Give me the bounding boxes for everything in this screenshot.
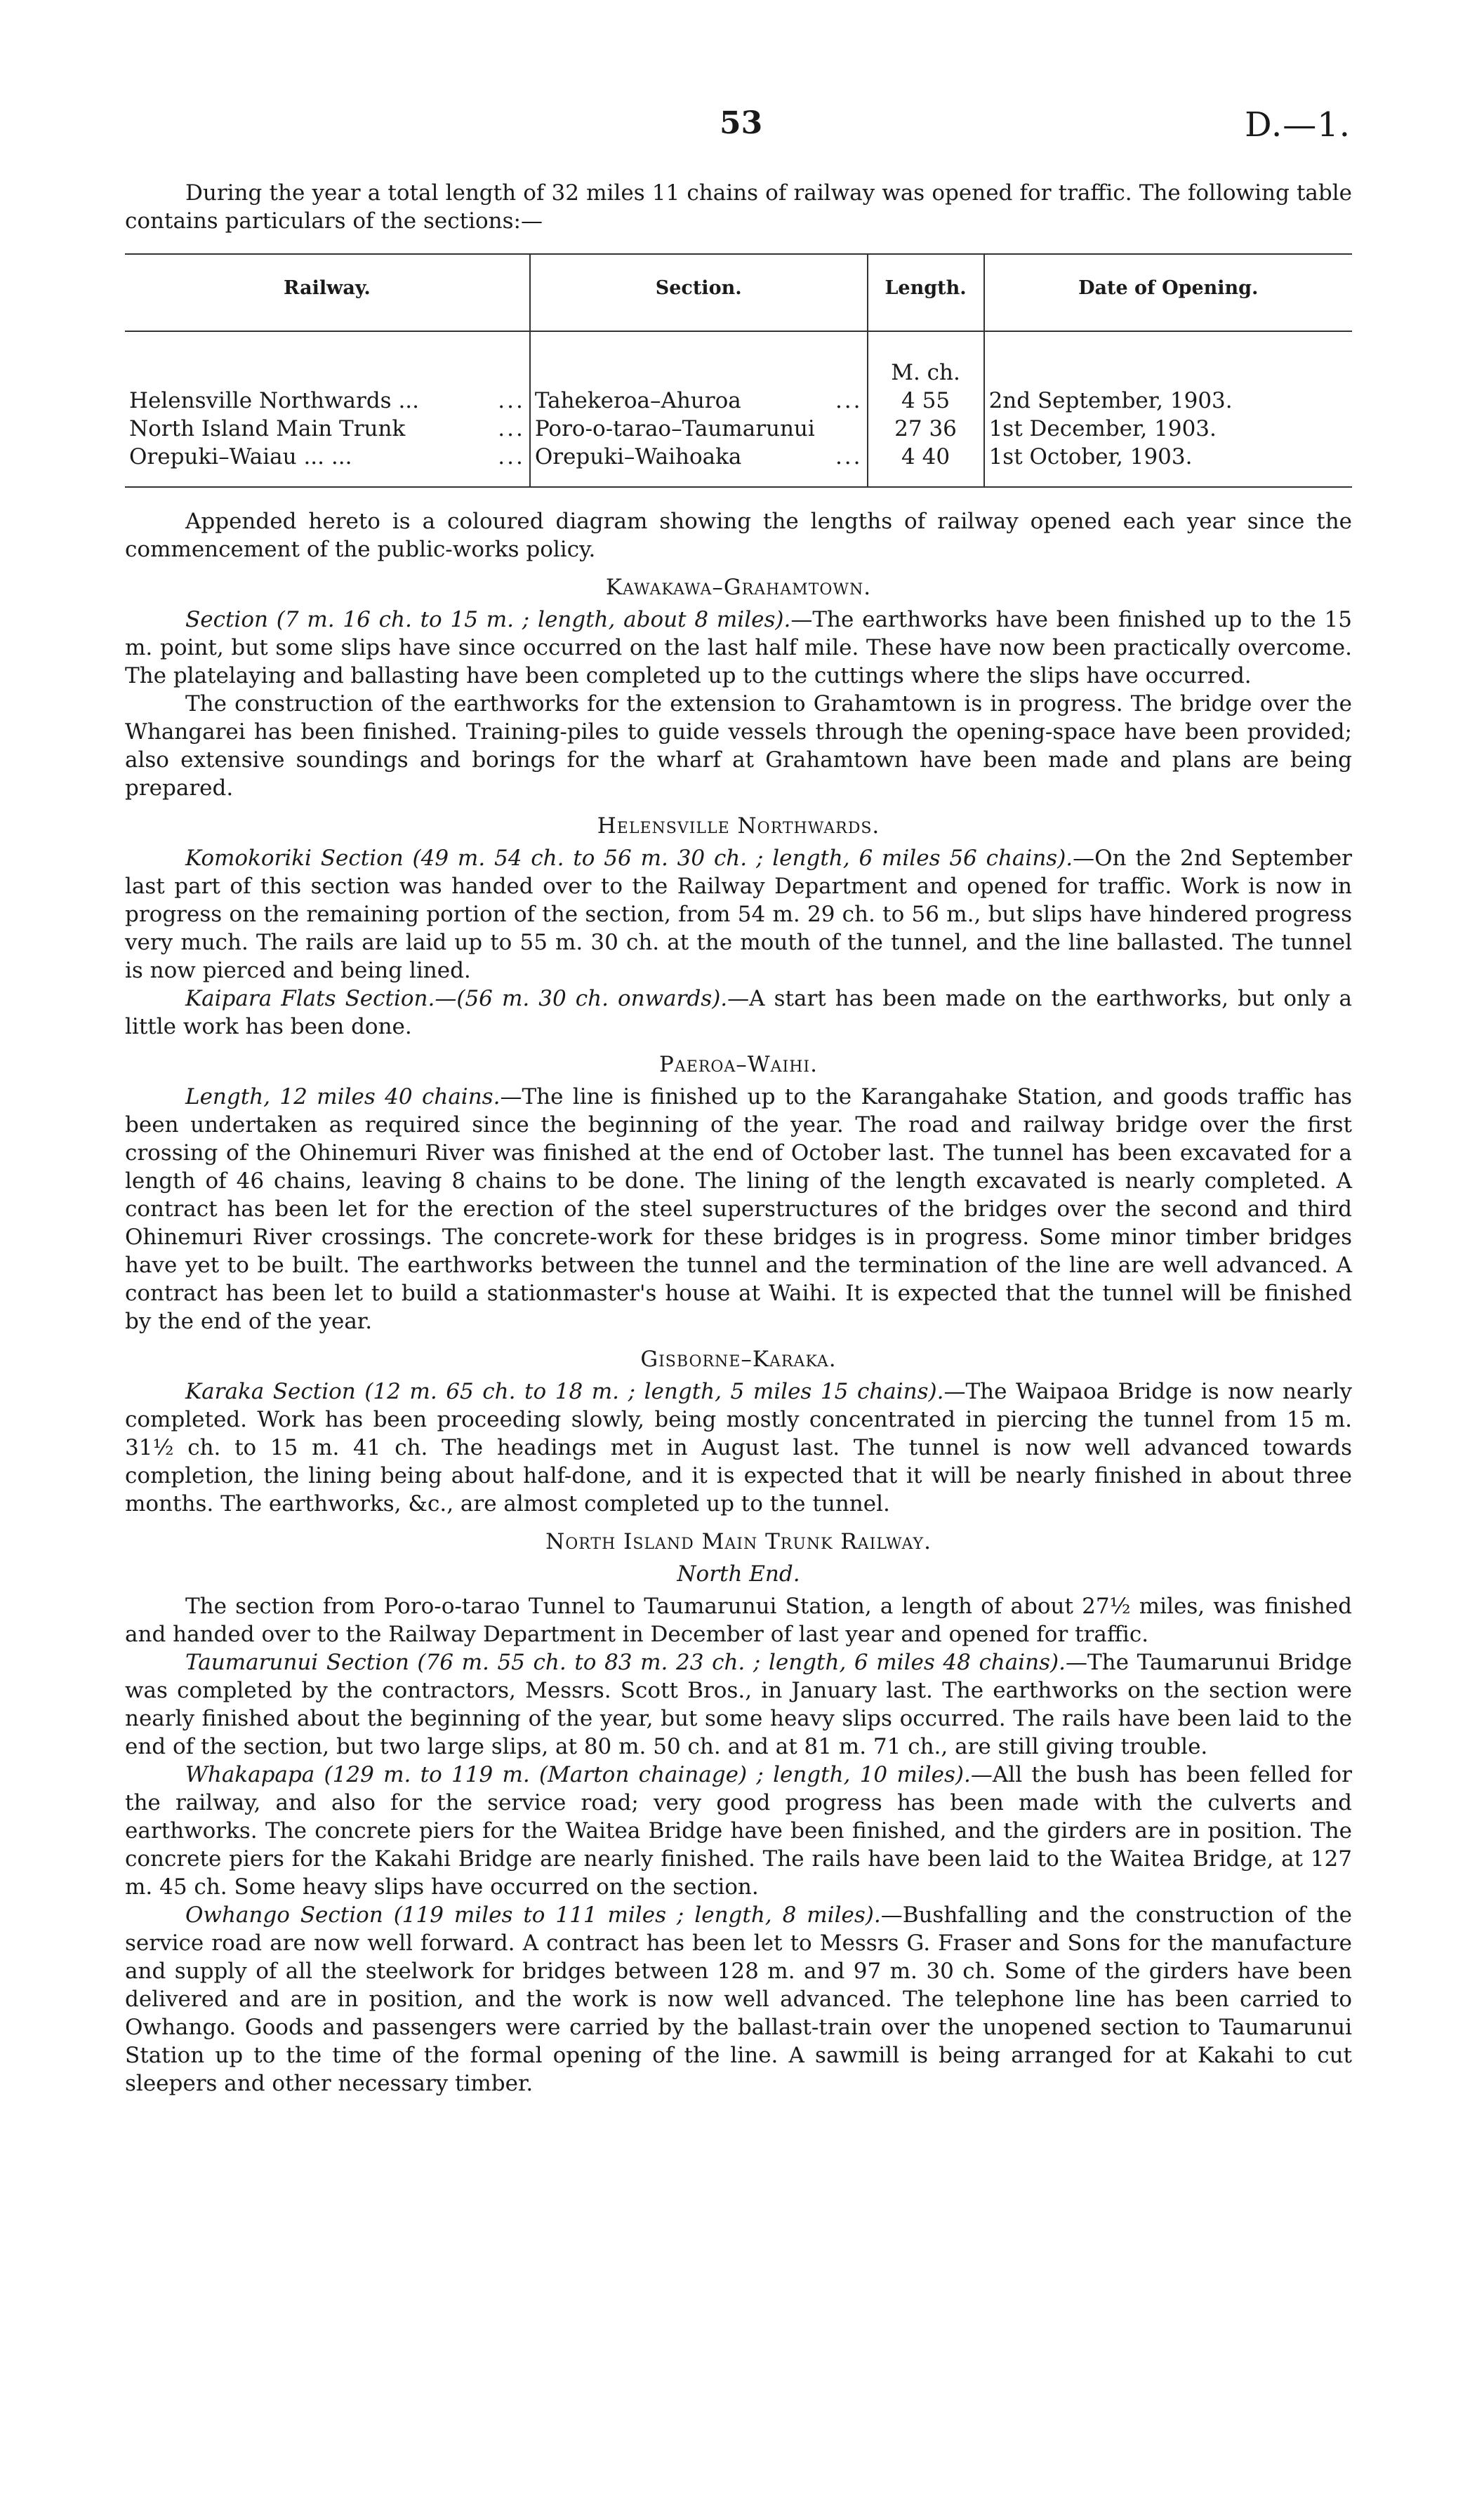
paragraph: The section from Poro-o-tarao Tunnel to Taumarunui Station, a length of about 27½ miles, was finished and handed over to the Railway Department in December of last year and opened for traffic.	[125, 1594, 1352, 1647]
paragraph: Whakapapa (129 m. to 119 m. (Marton chainage) ; length, 10 miles).—All the bush has been felled for the railway, and also for the service road; very good progress has been made with the culverts and earthworks. The concrete piers for the Waitea Bridge have been finished, and the girders are in position. The concrete piers for the Kakahi Bridge are nearly finished. The rails have been laid to the Waitea Bridge, at 127 m. 45 ch. Some heavy slips have occurred on the section.	[125, 1762, 1352, 1900]
table-row	[125, 415, 1352, 443]
table-header-row	[125, 254, 1352, 331]
table-row	[125, 443, 1352, 487]
subheading-north-end: North End.	[677, 1561, 800, 1587]
appended-paragraph: Appended hereto is a coloured diagram showing the lengths of railway opened each year since the commencement of the public-works policy.	[125, 509, 1352, 562]
intro-paragraph: During the year a total length of 32 miles 11 chains of railway was opened for traffic. The following table contains particulars of the sections:—	[125, 180, 1352, 234]
heading-gisborne: Gisborne–Karaka.	[640, 1347, 837, 1372]
paragraph: Taumarunui Section (76 m. 55 ch. to 83 m. 23 ch. ; length, 6 miles 48 chains).—The Taumarunui Bridge was completed by the contractors, Messrs. Scott Bros., in January last. The earthworks on the section were nearly finished about the beginning of the year, but some heavy slips occurred. The rails have been laid to the end of the section, but two large slips, at 80 m. 50 ch. and at 81 m. 71 ch., are still giving trouble.	[125, 1650, 1353, 1759]
page-body	[125, 179, 1352, 2098]
heading-nimt: North Island Main Trunk Railway.	[545, 1529, 932, 1554]
paragraph: Kaipara Flats Section.—(56 m. 30 ch. onwards).—A start has been made on the earthworks, but only a little work has been done.	[125, 986, 1352, 1039]
heading-kawakawa: Kawakawa–Grahamtown.	[605, 575, 872, 600]
paragraph: Section (7 m. 16 ch. to 15 m. ; length, about 8 miles).—The earthworks have been finished up to the 15 m. point, but some slips have since occurred on the last half mile. These have now been practically overcome. The platelaying and ballasting have been completed up to the cuttings where the slips have occurred.	[125, 607, 1352, 688]
col-header-section: Section.	[530, 254, 868, 331]
railway-openings-table	[125, 253, 1352, 488]
cell-section: Poro-o-tarao–Taumarunui	[530, 415, 868, 443]
col-header-railway: Railway.	[125, 254, 530, 331]
cell-date: 1st December, 1903.	[984, 415, 1352, 443]
col-header-length: Length.	[868, 254, 984, 331]
heading-helensville: Helensville Northwards.	[597, 813, 880, 839]
document-code: D.—1.	[1245, 105, 1351, 145]
cell-date: 2nd September, 1903.	[984, 387, 1352, 415]
cell-railway: ... Orepuki–Waiau ... ...	[125, 443, 530, 487]
units-row	[125, 331, 1352, 387]
cell-section: ... Tahekeroa–Ahuroa	[530, 387, 868, 415]
cell-length: 27 36	[868, 415, 984, 443]
length-units: M. ch.	[868, 331, 984, 387]
paragraph: The construction of the earthworks for the extension to Grahamtown is in progress. The bridge over the Whangarei has been finished. Training-piles to guide vessels through the opening-space have been provided; also extensive soundings and borings for the wharf at Grahamtown have been made and plans are being prepared.	[125, 691, 1352, 801]
page-number: 53	[720, 105, 763, 141]
col-header-date: Date of Opening.	[984, 254, 1352, 331]
paragraph: Owhango Section (119 miles to 111 miles ; length, 8 miles).—Bushfalling and the construction of the service road are now well forward. A contract has been let to Messrs G. Fraser and Sons for the manufacture and supply of all the steelwork for bridges between 128 m. and 97 m. 30 ch. Some of the girders have been delivered and are in position, and the work is now well advanced. The telephone line has been carried to Owhango. Goods and passengers were carried by the ballast-train over the unopened section to Taumarunui Station up to the time of the formal opening of the line. A sawmill is being arranged for at Kakahi to cut sleepers and other necessary timber.	[125, 1902, 1352, 2096]
cell-length: 4 40	[868, 443, 984, 487]
cell-date: 1st October, 1903.	[984, 443, 1352, 487]
table-row	[125, 387, 1352, 415]
paragraph: Length, 12 miles 40 chains.—The line is finished up to the Karangahake Station, and goods traffic has been undertaken as required since the beginning of the year. The road and railway bridge over the first crossing of the Ohinemuri River was finished at the end of October last. The tunnel has been excavated for a length of 46 chains, leaving 8 chains to be done. The lining of the length excavated is nearly completed. A contract has been let for the erection of the steel superstructures of the bridges over the second and third Ohinemuri River crossings. The concrete-work for these bridges is in progress. Some minor timber bridges have yet to be built. The earthworks between the tunnel and the termination of the line are well advanced. A contract has been let to build a stationmaster's house at Waihi. It is expected that the tunnel will be finished by the end of the year.	[125, 1084, 1352, 1334]
paragraph: Komokoriki Section (49 m. 54 ch. to 56 m. 30 ch. ; length, 6 miles 56 chains).—On the 2nd September last part of this section was handed over to the Railway Department and opened for traffic. Work is now in progress on the remaining portion of the section, from 54 m. 29 ch. to 56 m., but slips have hindered progress very much. The rails are laid up to 55 m. 30 ch. at the mouth of the tunnel, and the line ballasted. The tunnel is now pierced and being lined.	[125, 846, 1352, 983]
cell-railway: ... Helensville Northwards ...	[129, 388, 525, 413]
cell-length: 4 55	[868, 387, 984, 415]
cell-railway: ... North Island Main Trunk	[129, 416, 525, 441]
paragraph: Karaka Section (12 m. 65 ch. to 18 m. ; length, 5 miles 15 chains).—The Waipaoa Bridge is now nearly completed. Work has been proceeding slowly, being mostly concentrated in piercing the tunnel from 15 m. 31½ ch. to 15 m. 41 ch. The headings met in August last. The tunnel is now well advanced towards completion, the lining being about half-done, and it is expected that it will be nearly finished in about three months. The earthworks, &c., are almost completed up to the tunnel.	[125, 1379, 1352, 1516]
heading-paeroa: Paeroa–Waihi.	[659, 1052, 818, 1077]
cell-section: ... Orepuki–Waihoaka	[530, 443, 868, 487]
